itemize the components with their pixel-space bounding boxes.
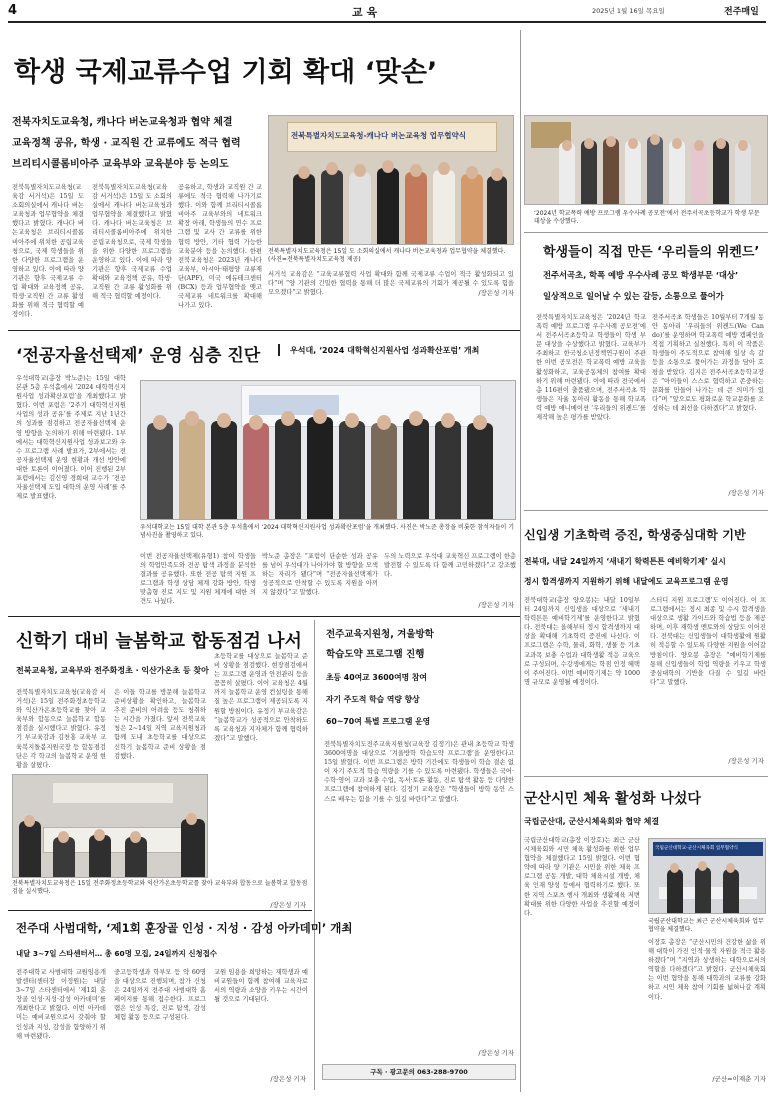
article-body: 전주서곡초 학생들은 10월부터 7개월 동안 동아리 ‘우리들의 위켄드(We Can do)’를 운영하며 학교폭력 예방 캠페인을 직접 기획하고 실천했다. 특히 이 작품은 학생들이 주도적으로 참여해 일상 속 갈등을 소통으로 풀어가는 과정을 담아 호평을 받았다. 김지은 전주서곡초등학교장은 “아이들이 스스로 협력하고 존중하는 문화를 만들어 나가는 데 큰 의미가 있다”며 “앞으로도 평화로운 학교문화를 조성하는 데 최선을 다하겠다”고 밝혔다. xyxy=(652,314,764,412)
divider xyxy=(524,776,768,777)
photo-caption: 국립군산대학교는 최근 군산시체육회와 업무협약을 체결했다. xyxy=(648,918,764,933)
article-subhead: 내달 3~7일 스타센터서… 총 60명 모집, 24일까지 신청접수 xyxy=(16,949,217,958)
reporter-byline: /장은성 기자 xyxy=(478,601,514,609)
section-divider xyxy=(8,910,312,911)
article-body: 전북특별자치도교육청(교육감 서거석)은 15일 전주화정초등학교와 익산가온초등학교를 찾아 교육부와 합동으로 늘봄학교 합동점검을 실시했다고 밝혔다. 유정기 부교육감과 김천홍 교육부 교육복지돌봄지원국장 등 합동점검단은 각 학교의 늘봄학교 운영 현황을 살폈다. xyxy=(16,689,106,769)
article-subhead: 자기 주도적 학습 역량 향상 xyxy=(326,695,420,704)
article-body: 박노준 총장은 “포럼이 단순한 성과 공유를 넘어 우석대가 나아가야 할 방향을 모색하는 자리가 됐다”며 “전공자율선택제가 성공적으로 안착할 수 있도록 지원을 아끼지 않겠다”고 말했다. xyxy=(262,553,378,597)
inspection-meeting-photo xyxy=(12,774,208,878)
article-body: 공유하고, 학생과 교직원 간 교류에도 적극 협력해 나가기로 했다. 이와 함께 브리티시콜롬비아주 교육부와의 네트워크 확장 아래, 학생들의 연수 프로그램 및 교사 간 교류를 위한 협력 방안, 기타 협력 가능한 교육분야 등을 논의했다. 한편 전북교육청은 2023년 캐나다 교육부, 아시아·태평양 교류재단(APF), 미국 에듀테크센터(BCX) 등과 업무협약을 맺고 국제교류 네트워크를 확대해 나가고 있다. xyxy=(178,184,262,310)
reporter-byline: /장은성 기자 xyxy=(728,757,764,765)
section-title: 교 육 xyxy=(352,6,378,19)
article-subhead: 전주서곡초, 학폭 예방 우수사례 공모 학생부문 ‘대상’ xyxy=(543,270,739,280)
photo-banner-text: 전북특별자치도교육청-캐나다 버논교육청 업무협약식 xyxy=(291,131,466,140)
divider xyxy=(524,232,768,233)
article-headline: 학생 국제교류수업 기회 확대 ‘맞손’ xyxy=(14,57,438,88)
photo-caption: ‘2024년 학교폭력 예방 프로그램 우수사례 공모전’에서 전주서곡초등학교가 학생 부문 대상을 수상했다. xyxy=(534,210,760,225)
article-body: 전주대학교 사범대학 교원임용개발센터(센터장 이정원)는 내달 3~7일 스타센터에서 ‘제1회 훈장골 인성·지성·감성 아카데미’를 개최한다고 밝혔다. 이번 아카데미는 예비교원으로서 갖춰야 할 인성과 지성, 감성을 함양하기 위해 마련됐다. xyxy=(16,969,106,1040)
article-body: 은 이들 학교를 방문해 늘봄학교 준비상황을 확인하고, 늘봄학교 추진 준비의 어려움 등도 청취하는 시간을 가졌다. 앞서 전북교육청은 2~14일 지역 교육지원청과 함께 도내 초등학교를 대상으로 신학기 늘봄학교 준비 상황을 점검했다. xyxy=(114,689,206,760)
reporter-byline: /군산=이재춘 기자 xyxy=(712,1075,766,1083)
article-headline: 신입생 기초학력 증진, 학생중심대학 기반 xyxy=(524,528,746,542)
article-headline: ‘전공자율선택제’ 운영 심층 진단 xyxy=(16,346,261,366)
article-body: 스터디 지원 프로그램’도 이어진다. 이 프로그램에서는 정시 최종 및 수시 합격생을 대상으로 생활 가이드와 학습법 등을 제공하며, 이후 재학생 멘토와의 상담도 이어진다. 전북대는 신입생들이 대학생활에 원활히 적응할 수 있도록 다양한 지원을 이어갈 방침이다. 양오봉 총장은 “예비학기제를 통해 신입생들이 학업 역량을 키우고 학생중심대학의 기반을 다질 수 있길 바란다”고 말했다. xyxy=(650,597,766,686)
article-body: 국립군산대학교(총장 이장호)는 최근 군산시체육회와 시민 체육 활성화를 위한 업무협약을 체결했다고 15일 밝혔다. 이번 협약에 따라 양 기관은 시민을 위한 체육 프로그램 공동 개발, 대학 체육시설 개방, 체육 인재 양성 등에서 협력하기로 했다. 또한 지역 스포츠 행사 개최와 생활체육 저변 확대를 위한 다양한 사업을 추진할 예정이다. xyxy=(524,837,640,917)
article-body: 전북대학교(총장 양오봉)는 내달 10일부터 24일까지 신입생을 대상으로 ‘새내기 학력튼튼 예비학기제’를 운영한다고 밝혔다. 전북대는 올해부터 정시 합격생까지 대상을 확대해 기초학력 증진에 나선다. 이 프로그램은 수학, 물리, 화학, 생물 등 기초 교과목 보충 수업과 대학생활 적응 교육으로 구성되며, 수강생에게는 학점 인정 혜택이 주어진다. 이번 예비학기제는 약 1000명 규모로 운영될 예정이다. xyxy=(524,597,640,686)
divider xyxy=(524,510,768,511)
article-headline: 학습도약 프로그램 진행 xyxy=(326,649,425,660)
article-subhead: 브리티시콜롬비아주 교육부와 교육분야 등 논의도 xyxy=(12,159,229,170)
forum-group-photo xyxy=(140,380,516,520)
section-divider xyxy=(8,616,520,617)
article-subhead: 우석대, ‘2024 대학혁신지원사업 성과확산포럼’ 개최 xyxy=(290,346,480,355)
article-subhead: 일상적으로 일어날 수 있는 갈등, 소통으로 풀어가 xyxy=(543,291,724,301)
photo-caption: 전북특별자치도교육청은 15일 전주화정초등학교와 익산가온초등학교를 찾아 교육부와 합동으로 늘봄학교 합동점검을 실시했다. xyxy=(12,880,308,895)
article-body: 교원 임용을 희망하는 재학생과 예비교원들이 함께 참여해 교육자로서의 역량과 소양을 키우는 시간이 될 것으로 기대된다. xyxy=(214,969,308,1004)
paper-name: 전주매일 xyxy=(724,7,759,17)
reporter-byline: /장은성 기자 xyxy=(270,901,306,909)
article-body: 중고등학생과 학부모 등 약 60명을 대상으로 진행되며, 참가 신청은 24일까지 전주대 사범대학 홈페이지를 통해 접수한다. 프로그램은 인성 특강, 진로 탐색, 감성 체험 활동 등으로 구성된다. xyxy=(114,969,206,1022)
reporter-byline: /장은성 기자 xyxy=(270,1075,306,1083)
reporter-byline: /장은성 기자 xyxy=(728,489,764,497)
article-headline: 전주대 사범대학, ‘제1회 훈장골 인성 · 지성 · 감성 아카데미’ 개최 xyxy=(16,921,353,935)
article-subhead: 국립군산대, 군산시체육회와 협약 체결 xyxy=(524,817,660,826)
article-body: 전북특별자치도전주교육지원청(교육장 김정기)은 관내 초등학교 학생 3600여명을 대상으로 ‘겨울방학 학습도약 프로그램’을 운영한다고 15일 밝혔다. 이번 프로그램은 방학 기간에도 학생들이 학습 결손 없이 자기 주도적 학습 역량을 기를 수 있도록 마련됐다. 학생들은 국어·수학·영어 교과 보충 수업, 독서·토론 활동, 진로 탐색 활동 등 다양한 프로그램에 참여하게 된다. 김정기 교육장은 “학생들이 방학 동안 스스로 배우는 힘을 기를 수 있길 바란다”고 말했다. xyxy=(324,741,514,803)
photo-caption: 우석대학교는 15일 대학 본관 5층 우석홀에서 ‘2024 대학혁신지원사업 성과확산포럼’을 개최했다. 사진은 박노준 총장을 비롯한 참석자들이 기념사진을 촬영하고 있다. xyxy=(140,524,515,539)
subscription-ad: 구독 · 광고문의 063-288-9700 xyxy=(322,1064,516,1080)
article-headline: 신학기 대비 늘봄학교 합동점검 나서 xyxy=(16,631,302,652)
article-body: 전북특별자치도교육청(교육감 서거석)은 15일 도 소회의실에서 캐나다 버논교육청과 업무협약을 체결했다고 밝혔다. 캐나다 버논교육청은 브리티시콜롬비아주에 위치한 공립교육청으로, 국제 학생들을 위한 다양한 프로그램을 운영하고 있다. 이에 따라 양 기관은 향후 국제교류 수업 확대와 교육정책 공유, 학생·교직원 간 교류 활성화를 위해 적극 협력할 예정이다. xyxy=(92,184,172,301)
article-body: 이번 전공자율선택제(유형1) 참여 학생들의 학업만족도와 전공 탐색 과정을 분석한 결과를 공유했다. 또한 전공 탐색 지원 프로그램과 학생 상담 체계 강화 방안, 학생 맞춤형 진로 지도 및 지원 체계에 대한 의견도 나눴다. xyxy=(140,553,256,606)
article-subhead: 전북자치도교육청, 캐나다 버논교육청과 협약 체결 xyxy=(12,117,233,128)
article-subhead: 전북대, 내달 24일까지 ‘새내기 학력튼튼 예비학기제’ 실시 xyxy=(524,557,726,566)
subhead-bar xyxy=(278,344,280,356)
article-body: 전북특별자치도교육청(교육감 서거석)은 15일 도 소회의실에서 캐나다 버논교육청과 업무협약을 체결했다고 밝혔다. 캐나다 버논교육청은 브리티시콜롬비아주에 위치한 공립교육청으로, 국제 학생들을 위한 다양한 프로그램을 운영하고 있다. 이에 따라 양 기관은 향후 국제교류 수업 확대와 교육정책 공유, 학생·교직원 간 교류 활성화를 위해 적극 협력할 예정이다. xyxy=(12,184,84,319)
article-subhead: 60~70여 특별 프로그램 운영 xyxy=(326,717,431,726)
article-headline: 군산시민 체육 활성화 나섰다 xyxy=(524,791,701,807)
article-headline: 전주교육지원청, 겨울방학 xyxy=(326,629,434,640)
article-headline: 학생들이 직접 만든 ‘우리들의 위켄드’ xyxy=(543,245,760,260)
reporter-byline: /장은성 기자 xyxy=(478,1049,514,1057)
masthead-rule xyxy=(8,21,766,23)
section-divider xyxy=(8,330,520,331)
article-subhead: 교육정책 공유, 학생 · 교직원 간 교류에도 적극 협력 xyxy=(12,138,241,149)
issue-date: 2025년 1월 16일 목요일 xyxy=(592,7,665,15)
article-subhead: 정시 합격생까지 지원하기 위해 내달에도 교육프로그램 운영 xyxy=(524,577,729,586)
page-number: 4 xyxy=(8,3,18,18)
mou-signing-photo xyxy=(268,115,514,245)
divider xyxy=(520,30,521,1092)
photo-banner-text: 국립군산대학교-군산시체육회 업무협약식 xyxy=(655,846,738,851)
award-photo xyxy=(524,115,768,205)
gunsan-mou-photo xyxy=(648,838,766,914)
reporter-byline: /장은성 기자 xyxy=(478,289,514,297)
article-body: 초등학교를 대상으로 늘봄학교 준비 상황을 점검했다. 현장점검에서는 프로그램 운영과 안전관리 등을 꼼꼼히 살폈다. 이어 교육청은 4월까지 늘봄학교 운영 컨설팅을 통해 질 높은 프로그램이 제공되도록 지원할 방침이다. 유정기 부교육감은 “늘봄학교가 성공적으로 안착하도록 교육청과 지자체가 함께 협력하겠다”고 말했다. xyxy=(214,653,308,742)
article-subhead: 초등 40여교 3600여명 참여 xyxy=(326,673,427,682)
article-subhead: 전북교육청, 교육부와 전주화정초 · 익산가온초 등 찾아 xyxy=(16,666,209,675)
article-body: 두의 노력으로 우석대 교육혁신 프로그램이 한층 발전할 수 있도록 다 함께 고민하겠다”고 강조했다. xyxy=(384,553,516,579)
article-body: 우석대학교(총장 박노준)는 15일 대학 본관 5층 우석홀에서 ‘2024 대학혁신지원사업 성과확산포럼’을 개최했다고 밝혔다. 이번 포럼은 ‘2주기 대학혁신지원사업의 성과 공유’를 주제로 지난 1년간의 성과를 점검하고 전공자율선택제 운영 방향을 논의하기 위해 마련됐다. 1부에서는 대학혁신지원사업 성과보고와 우수 프로그램 사례 발표가, 2부에서는 전공자율선택제 운영 현황과 개선 방안에 대한 토론이 이어졌다. 이어 진행된 2부 포럼에서는 김신영 경희대 교수가 ‘전공자율선택제 도입 대학의 운영 사례’를 주제로 발표했다. xyxy=(16,375,126,501)
article-body: 서거석 교육감은 “교육교류협력 사업 확대와 함께 국제교류 수업이 적극 활성화되고 있다”며 “양 기관의 긴밀한 협력을 통해 더 많은 국제교류의 기회가 제공될 수 있도록 힘을 모으겠다”고 밝혔다. xyxy=(268,271,514,297)
photo-caption: 전북특별자치도교육청은 15일 도 소회의실에서 캐나다 버논교육청과 업무협약을 체결했다. (사진=전북특별자치도교육청 제공) xyxy=(268,248,506,263)
divider xyxy=(314,620,315,1090)
article-body: 전북특별자치도교육청은 ‘2024년 학교폭력 예방 프로그램 우수사례 공모전’에서 전주서곡초등학교 학생들이 학생 부문 대상을 수상했다고 밝혔다. 교육부가 주최하고 한국청소년정책연구원이 주관한 이번 공모전은 학교폭력 예방 교육을 활성화하고, 교육공동체의 참여를 확대하기 위해 마련됐다. 이에 따라 전국에서 총 116편이 출품됐으며, 전주서곡초 학생들은 자율 동아리 활동을 통해 학교폭력 예방 애니메이션 ‘우리들의 위켄드’를 제작해 높은 평가를 받았다. xyxy=(536,314,646,422)
article-body: 이장호 총장은 “군산시민의 건강한 삶을 위해 대학이 가진 인적·물적 자원을 적극 활용하겠다”며 “지역과 상생하는 대학으로서의 역할을 다하겠다”고 밝혔다. 군산시체육회는 이번 협약을 통해 대학과의 교류를 강화하고 시민 체육 참여 기회를 넓혀나갈 계획이다. xyxy=(648,939,766,1001)
